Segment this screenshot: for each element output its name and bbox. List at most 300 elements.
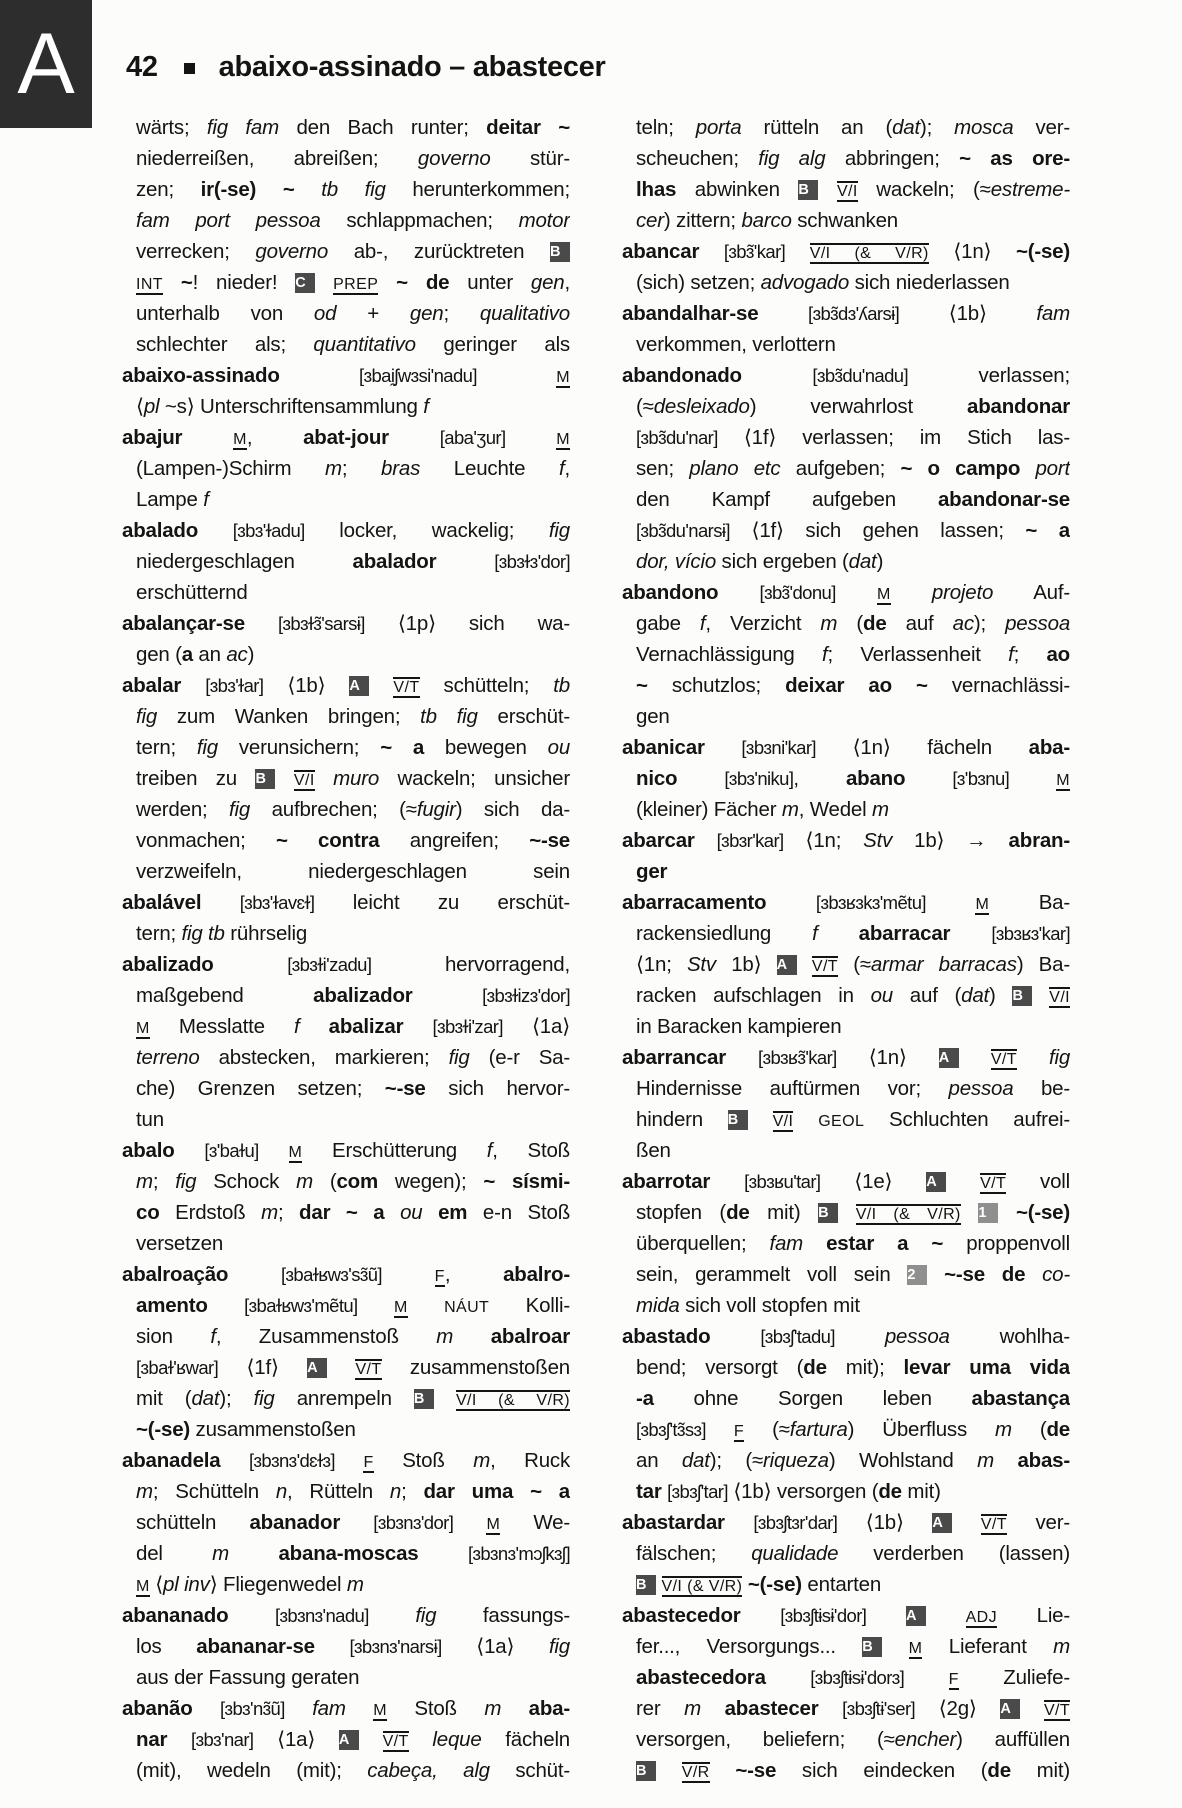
sense-letter-box: A [906, 1606, 926, 1626]
italic-text: mosca [954, 116, 1014, 139]
verb-label: V/I [772, 1113, 794, 1130]
italic-text: ac [226, 643, 248, 666]
entry-line [122, 980, 570, 1011]
text [891, 581, 932, 604]
verb-label: V/T [980, 1516, 1007, 1533]
text: ! nieder! [192, 271, 296, 294]
italic-text: governo [417, 147, 491, 170]
text: verzweifeln, niedergeschlagen sein [136, 860, 570, 883]
verb-label: V/I (& V/R) [661, 1578, 743, 1595]
phonetic-transcription: [ɜbɜɫizɜ'dor] [482, 985, 570, 1006]
italic-text: advogado [760, 271, 850, 294]
text: herunterkommen; [385, 178, 570, 201]
text: ; [401, 1480, 424, 1503]
text [229, 1542, 278, 1565]
text: be- [1013, 1077, 1070, 1100]
entry-line [622, 1228, 1070, 1259]
text: ) [989, 984, 1013, 1007]
grammar-label: PREP [333, 276, 379, 293]
bold-text: abana-moscas [278, 1542, 419, 1565]
text: wackeln; unsicher [379, 767, 570, 790]
text: ) auffüllen [956, 1728, 1070, 1751]
text: (e-r Sa- [469, 1046, 570, 1069]
sense-letter-box: A [932, 1513, 952, 1533]
text: los [136, 1635, 197, 1658]
entry-line [622, 1259, 1070, 1290]
bold-text: deixar ao ~ [785, 674, 928, 697]
text [741, 1604, 781, 1627]
italic-text: m [325, 457, 342, 480]
entry-line [622, 515, 1070, 546]
italic-text: gen [409, 302, 444, 325]
italic-text: cer [636, 209, 664, 232]
bold-text: abalroação [122, 1263, 229, 1286]
entry-line [622, 670, 1070, 701]
text: rackensiedlung [636, 922, 813, 945]
entry-line [122, 825, 570, 856]
text: Ba- [989, 891, 1070, 914]
text [1020, 1697, 1044, 1720]
text: sich niederlassen [849, 271, 1010, 294]
entry-line [122, 918, 570, 949]
text: Zuliefe- [958, 1666, 1070, 1689]
italic-text: m [436, 1325, 454, 1348]
italic-text: f [812, 922, 818, 945]
bold-text: ~ a [1025, 519, 1070, 542]
text: sich voll stopfen mit [679, 1294, 860, 1317]
text: ver- [1013, 116, 1070, 139]
text: stür- [490, 147, 570, 170]
entry-line [622, 453, 1070, 484]
text: ⟨1n⟩ [836, 1046, 939, 1069]
bold-text: aba- [528, 1697, 570, 1720]
entry-line [122, 701, 570, 732]
grammar-label: M [486, 1516, 501, 1533]
sense-letter-box: A [926, 1172, 946, 1192]
bold-text: ~ contra [275, 829, 380, 852]
text [346, 1697, 373, 1720]
text: in Baracken kampieren [636, 1015, 842, 1038]
grammar-label: F [363, 1454, 374, 1471]
italic-text: fam [1036, 302, 1070, 325]
text [208, 1294, 244, 1317]
entry-line [622, 1290, 1070, 1321]
text: rührselig [224, 922, 308, 945]
bold-text: nico [636, 767, 678, 790]
entry-line [122, 763, 570, 794]
text [818, 178, 837, 201]
text: (Lampen-)Schirm [136, 457, 325, 480]
italic-text: m [1053, 1635, 1070, 1658]
grammar-label: M [393, 1299, 408, 1316]
text [706, 1418, 734, 1441]
italic-text: qualidade [751, 1542, 839, 1565]
text: ⟨1f⟩ [218, 1356, 308, 1379]
text: erschüt- [477, 705, 570, 728]
bold-text: a [181, 643, 193, 666]
text: ; [277, 1201, 300, 1224]
text: Stoß [386, 1697, 485, 1720]
italic-text: ou [870, 984, 894, 1007]
text [1020, 457, 1035, 480]
entry-line [122, 1507, 570, 1538]
text: sion [136, 1325, 211, 1348]
entry-first-line [122, 360, 570, 391]
bold-text: abalizador [313, 984, 413, 1007]
entry-line [122, 453, 570, 484]
text: , Stoß [492, 1139, 570, 1162]
sense-letter-box: B [636, 1575, 656, 1595]
text: niederreißen, abreißen; [136, 147, 418, 170]
bold-text: abanão [122, 1697, 193, 1720]
italic-text: m [473, 1449, 491, 1472]
bold-text: co [136, 1201, 160, 1224]
text: ) verwahrlost [749, 395, 967, 418]
text [818, 922, 859, 945]
italic-text: dat [848, 550, 877, 573]
text: ~s⟩ Unterschriftensammlung [159, 395, 424, 418]
entry-line [122, 267, 570, 298]
entry-line [622, 949, 1070, 980]
phonetic-transcription: [ɜbɜ'ɫadu] [232, 520, 305, 541]
text: ); (≈ [709, 1449, 764, 1472]
entry-first-line [122, 1600, 570, 1631]
grammar-label: F [434, 1268, 445, 1285]
phonetic-transcription: [ɜbaɫʁwɜ'mẽtu] [244, 1295, 358, 1316]
bold-text: abran- [1008, 829, 1070, 852]
phonetic-transcription: [ɜbɜnɜ'nadu] [274, 1605, 369, 1626]
bold-text: abat-jour [303, 426, 389, 449]
text: ( [1011, 1418, 1047, 1441]
text: ( [312, 1170, 337, 1193]
italic-text: ac [952, 612, 974, 635]
text: niedergeschlagen [136, 550, 353, 573]
entry-line [622, 1538, 1070, 1569]
text: schwanken [791, 209, 898, 232]
italic-text: f [559, 457, 565, 480]
text: ⟨1n⟩ fächeln [815, 736, 1029, 759]
bold-text: ~(-se) [136, 1418, 191, 1441]
text [710, 1759, 736, 1782]
entry-first-line [122, 887, 570, 918]
entry-line [622, 205, 1070, 236]
entry-first-line [122, 949, 570, 980]
text [952, 1511, 981, 1534]
italic-text: motor [518, 209, 570, 232]
italic-text: ou [400, 1201, 423, 1224]
text: ) [247, 643, 255, 666]
italic-text: fig [1048, 1046, 1070, 1069]
verb-label: V/T [811, 958, 838, 975]
entry-line [122, 546, 570, 577]
sense-letter-box: A [349, 676, 369, 696]
text [705, 736, 742, 759]
text: ⟨ [149, 1573, 164, 1596]
bold-text: ~(-se) [747, 1573, 802, 1596]
text: zen; [136, 178, 201, 201]
sense-number-box: 1 [978, 1203, 998, 1223]
text: ⟨1b⟩ [837, 1511, 933, 1534]
italic-text: fig alg [758, 147, 826, 170]
bold-text: abastecer [724, 1697, 819, 1720]
entry-line [122, 1197, 570, 1228]
italic-text: m [994, 1418, 1012, 1441]
text: schutzlos; [647, 674, 786, 697]
italic-text: fig [229, 798, 251, 821]
italic-text: porta [695, 116, 742, 139]
header-bullet-icon [184, 63, 195, 74]
italic-text: m [296, 1170, 313, 1193]
entry-line [622, 1631, 1070, 1662]
text: verlassen; [908, 364, 1070, 387]
text: ab-, zurücktreten [328, 240, 550, 263]
text [327, 1356, 355, 1379]
text: ⟨1a⟩ [502, 1015, 570, 1038]
bold-text: dar ~ a [299, 1201, 385, 1224]
text: wackeln; (≈ [857, 178, 991, 201]
text: mit) [749, 1201, 819, 1224]
text: + [336, 302, 410, 325]
phonetic-transcription: [ɜbɜ̃'kar] [723, 241, 786, 262]
text [1032, 984, 1049, 1007]
entry-first-line [122, 422, 570, 453]
text: Messlatte [149, 1015, 294, 1038]
bold-text: abandalhar-se [622, 302, 759, 325]
text [419, 1542, 468, 1565]
text: erschütternd [136, 581, 248, 604]
phonetic-transcription: [ɜbɜ̃du'nar] [636, 427, 718, 448]
italic-text: mida [636, 1294, 680, 1317]
entry-line [122, 1228, 570, 1259]
text [369, 1604, 416, 1627]
italic-text: co- [1042, 1263, 1070, 1286]
entry-line [622, 391, 1070, 422]
text: Hindernisse auftürmen vor; [636, 1077, 949, 1100]
sense-letter-box: A [307, 1358, 327, 1378]
verb-label: V/T [382, 1733, 409, 1750]
italic-text: dor, vício [636, 550, 717, 573]
verb-label: V/I [1049, 989, 1070, 1006]
bold-text: abananado [122, 1604, 229, 1627]
text [950, 922, 991, 945]
text: (kleiner) Fächer [636, 798, 782, 821]
text: Lampe [136, 488, 204, 511]
text: auf [886, 612, 953, 635]
text: wohlha- [949, 1325, 1070, 1348]
text [201, 891, 239, 914]
text: aus der Fassung geraten [136, 1666, 360, 1689]
text: We- [500, 1511, 570, 1534]
text: rütteln an ( [741, 116, 893, 139]
text [228, 1263, 281, 1286]
bold-text: abandonado [622, 364, 742, 387]
entry-first-line [122, 515, 570, 546]
entry-first-line [122, 608, 570, 639]
bold-text: levar uma vida [903, 1356, 1070, 1379]
sense-letter-box: B [728, 1110, 748, 1130]
phonetic-transcription: [ɜbɜr'kar] [716, 830, 784, 851]
bold-text: abananar-se [196, 1635, 315, 1658]
text: , Zusammenstoß [215, 1325, 437, 1348]
bold-text: abarrancar [622, 1046, 726, 1069]
entry-line [622, 1693, 1070, 1724]
italic-text: m [346, 1573, 364, 1596]
bold-text: abalável [122, 891, 202, 914]
text: wärts; [136, 116, 207, 139]
text: (≈ [837, 953, 871, 976]
entry-line [122, 1383, 570, 1414]
grammar-label: M [975, 896, 990, 913]
text: treiben zu [136, 767, 256, 790]
text: ohne Sorgen leben [653, 1387, 972, 1410]
bold-text: tar [636, 1480, 662, 1503]
text: aufgeben; [780, 457, 901, 480]
text: maßgebend [136, 984, 314, 1007]
text: ) Ba- [1016, 953, 1070, 976]
text [1025, 1263, 1042, 1286]
bold-text: abanadela [122, 1449, 221, 1472]
phonetic-transcription: [ɜbɜʃ'tɜ̃sɜ] [636, 1419, 706, 1440]
text: , [564, 271, 570, 294]
entry-line [122, 1166, 570, 1197]
bold-text: nar [136, 1728, 168, 1751]
italic-text: leque [432, 1728, 482, 1751]
text [1017, 1046, 1049, 1069]
text [369, 674, 393, 697]
text: Schock [196, 1170, 297, 1193]
entry-line [122, 298, 570, 329]
text [994, 1449, 1017, 1472]
text: , [246, 426, 304, 449]
verb-label: V/I (& V/R) [855, 1206, 961, 1223]
text: (≈ [636, 395, 654, 418]
text [785, 240, 810, 263]
text: ) Wohlstand [828, 1449, 978, 1472]
italic-text: Stv [863, 829, 893, 852]
bold-text: abalado [122, 519, 199, 542]
entry-line [122, 1724, 570, 1755]
text: del [136, 1542, 213, 1565]
grammar-label: M [556, 431, 570, 448]
italic-text: f [699, 612, 706, 635]
text [835, 1325, 885, 1348]
text [403, 1015, 432, 1038]
text: ⟨1a⟩ [441, 1635, 549, 1658]
text: , [793, 767, 846, 790]
text: überquellen; [636, 1232, 770, 1255]
text: ); [919, 116, 955, 139]
entry-line [122, 1631, 570, 1662]
phonetic-transcription: [ɜbɜnɜ'mɔʃkɜʃ] [467, 1543, 570, 1564]
entry-line [122, 1321, 570, 1352]
bold-text: abalroar [490, 1325, 570, 1348]
italic-text: dat [892, 116, 920, 139]
bold-text: ~(-se) [1015, 240, 1070, 263]
italic-text: encher [894, 1728, 957, 1751]
text: ) zittern; [663, 209, 742, 232]
text: verkommen, verlottern [636, 333, 836, 356]
text [926, 1604, 966, 1627]
entry-line [122, 1662, 570, 1693]
italic-text: fugir [416, 798, 456, 821]
text: 1b⟩ → [892, 829, 1009, 852]
italic-text: n [275, 1480, 288, 1503]
sense-letter-box: B [636, 1761, 656, 1781]
text: tern; [136, 736, 197, 759]
text [998, 1201, 1016, 1224]
text [245, 612, 278, 635]
text [163, 271, 181, 294]
text [656, 1759, 682, 1782]
text: schütteln [136, 1511, 250, 1534]
italic-text: pl inv [163, 1573, 210, 1596]
phonetic-transcription: [ɜbɜ̃du'narsɨ] [636, 520, 730, 541]
italic-text: governo [255, 240, 329, 263]
entry-first-line [622, 1042, 1070, 1073]
text: auf ( [893, 984, 962, 1007]
bold-text: ~-se [529, 829, 570, 852]
entry-line [122, 1073, 570, 1104]
bold-text: abalar [122, 674, 182, 697]
text [280, 364, 359, 387]
entry-line [622, 1104, 1070, 1135]
text: scheuchen; [636, 147, 759, 170]
bold-text: abalizado [122, 953, 214, 976]
text: ⟨1n; [783, 829, 864, 852]
text: ; [443, 302, 480, 325]
bold-text: abajur [122, 426, 183, 449]
bold-text: abandono [622, 581, 719, 604]
bold-text: abalador [352, 550, 437, 573]
bold-text: ~(-se) [1015, 1201, 1070, 1224]
italic-text: fig [253, 1387, 275, 1410]
text [413, 984, 483, 1007]
entry-line [122, 484, 570, 515]
text [181, 674, 205, 697]
text: ⟨1p⟩ sich wa- [364, 612, 570, 635]
phonetic-transcription: [ɜbɜʃtɨ'ser] [842, 1698, 916, 1719]
entry-line [622, 1352, 1070, 1383]
text: fer..., Versorgungs... [636, 1635, 863, 1658]
thumb-index-letter: A [0, 0, 92, 128]
text: Erschütterung [302, 1139, 487, 1162]
text: ⟨1f⟩ verlassen; im Stich las- [717, 426, 1070, 449]
bold-text: abastança [971, 1387, 1070, 1410]
entry-line [122, 174, 570, 205]
text: che) Grenzen setzen; [136, 1077, 385, 1100]
phonetic-transcription: [ɜbɜʁɜ'kar] [991, 923, 1070, 944]
italic-text: qualitativo [479, 302, 570, 325]
entry-line [622, 1662, 1070, 1693]
italic-text: fam [769, 1232, 804, 1255]
sense-letter-box: B [798, 180, 818, 200]
text [295, 178, 322, 201]
entry-first-line [622, 732, 1070, 763]
bold-text: de [878, 1480, 902, 1503]
italic-text: m [212, 1542, 230, 1565]
italic-text: m [977, 1449, 994, 1472]
grammar-label: F [733, 1423, 745, 1440]
italic-text: bras [381, 457, 421, 480]
text [882, 1635, 908, 1658]
text [299, 1015, 328, 1038]
text: entarten [801, 1573, 882, 1596]
entry-first-line [622, 236, 1070, 267]
text: verrecken; [136, 240, 256, 263]
verb-label: V/T [1043, 1702, 1070, 1719]
text: unter [449, 271, 531, 294]
grammar-label: M [136, 1020, 150, 1037]
